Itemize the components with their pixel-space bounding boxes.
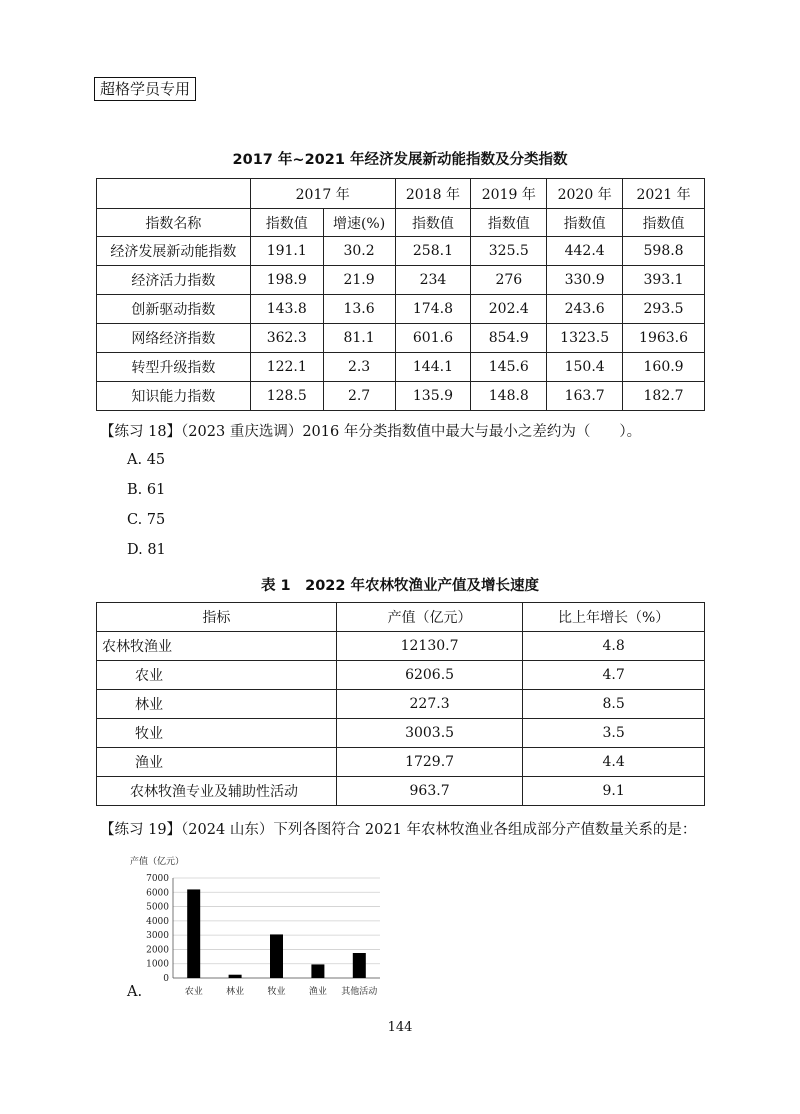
table-cell: 160.9 [623, 353, 705, 382]
table-cell: 854.9 [471, 324, 547, 353]
table-cell: 234 [395, 266, 471, 295]
column-header: 增速(%) [323, 209, 395, 237]
column-header: 指数值 [250, 209, 323, 237]
header-tag: 超格学员专用 [94, 77, 196, 101]
year-header: 2021 年 [623, 179, 705, 209]
x-tick-label: 渔业 [308, 987, 327, 997]
table-row [97, 382, 705, 411]
table-cell: 601.6 [395, 324, 471, 353]
table-row [97, 777, 705, 806]
row-label: 农林牧渔专业及辅助性活动 [97, 777, 337, 806]
table-cell: 276 [471, 266, 547, 295]
table-cell: 174.8 [395, 295, 471, 324]
table-cell: 963.7 [336, 777, 523, 806]
table-cell: 4.7 [523, 661, 705, 690]
table-cell: 227.3 [336, 690, 523, 719]
table-cell: 148.8 [471, 382, 547, 411]
table1-title: 2017 年~2021 年经济发展新动能指数及分类指数 [232, 152, 568, 168]
row-label: 农业 [97, 661, 337, 690]
table-cell: 4.8 [523, 632, 705, 661]
table-cell: 163.7 [547, 382, 623, 411]
column-header: 产值（亿元） [336, 603, 523, 632]
bar-5 [353, 953, 366, 978]
table-cell: 2.7 [323, 382, 395, 411]
year-header: 2020 年 [547, 179, 623, 209]
row-label: 渔业 [97, 748, 337, 777]
table-cell: 182.7 [623, 382, 705, 411]
table-cell: 144.1 [395, 353, 471, 382]
table-cell: 145.6 [471, 353, 547, 382]
table-row [97, 690, 705, 719]
table-row [97, 632, 705, 661]
table-cell: 12130.7 [336, 632, 523, 661]
table-cell: 325.5 [471, 237, 547, 266]
row-label: 林业 [97, 690, 337, 719]
bar-2 [229, 975, 242, 978]
row-label: 网络经济指数 [97, 324, 251, 353]
row-label: 知识能力指数 [97, 382, 251, 411]
table-cell: 191.1 [250, 237, 323, 266]
bar-3 [270, 934, 283, 978]
year-header: 2019 年 [471, 179, 547, 209]
row-label: 农林牧渔业 [97, 632, 337, 661]
table-cell: 9.1 [523, 777, 705, 806]
y-tick-label: 2000 [146, 945, 169, 956]
table-cell: 598.8 [623, 237, 705, 266]
table-cell: 3.5 [523, 719, 705, 748]
table-cell: 330.9 [547, 266, 623, 295]
table-row [97, 324, 705, 353]
x-tick-label: 其他活动 [341, 987, 378, 997]
table-row [97, 661, 705, 690]
column-header: 指标 [97, 603, 337, 632]
column-header: 指数值 [395, 209, 471, 237]
y-tick-label: 5000 [146, 902, 169, 913]
table-cell: 8.5 [523, 690, 705, 719]
row-label: 经济活力指数 [97, 266, 251, 295]
table-row [97, 353, 705, 382]
table-row [97, 603, 705, 632]
table-cell: 21.9 [323, 266, 395, 295]
x-tick-label: 林业 [226, 987, 245, 997]
table-cell: 30.2 [323, 237, 395, 266]
table-row [97, 179, 705, 209]
index-table [96, 178, 705, 411]
table-cell: 362.3 [250, 324, 323, 353]
table-cell: 2.3 [323, 353, 395, 382]
y-tick-label: 0 [163, 974, 169, 984]
table-cell [97, 179, 251, 209]
table-cell: 4.4 [523, 748, 705, 777]
year-header: 2018 年 [395, 179, 471, 209]
table-row [97, 237, 705, 266]
table-row [97, 719, 705, 748]
table-cell: 243.6 [547, 295, 623, 324]
y-tick-label: 4000 [146, 916, 169, 927]
option-c[interactable]: C. 75 [127, 512, 166, 528]
table-cell: 1963.6 [623, 324, 705, 353]
option-b[interactable]: B. 61 [127, 482, 166, 498]
bar-4 [311, 964, 324, 978]
y-tick-label: 3000 [146, 931, 169, 942]
table-cell: 150.4 [547, 353, 623, 382]
column-header: 指数值 [471, 209, 547, 237]
table-cell: 81.1 [323, 324, 395, 353]
table-cell: 202.4 [471, 295, 547, 324]
table2-title: 表 1 2022 年农林牧渔业产值及增长速度 [260, 578, 540, 594]
table-cell: 393.1 [623, 266, 705, 295]
table-cell: 258.1 [395, 237, 471, 266]
table-cell: 198.9 [250, 266, 323, 295]
output-table [96, 602, 705, 806]
column-header: 指数值 [547, 209, 623, 237]
question-18: 【练习 18】（2023 重庆选调）2016 年分类指数值中最大与最小之差约为（ ）。 [100, 424, 642, 440]
table-cell: 442.4 [547, 237, 623, 266]
y-axis-label: 产值（亿元） [130, 857, 185, 867]
row-label: 创新驱动指数 [97, 295, 251, 324]
table-cell: 122.1 [250, 353, 323, 382]
table-cell: 1323.5 [547, 324, 623, 353]
table-cell: 13.6 [323, 295, 395, 324]
column-header: 指数名称 [97, 209, 251, 237]
y-tick-label: 6000 [146, 888, 169, 899]
table-cell: 1729.7 [336, 748, 523, 777]
row-label: 牧业 [97, 719, 337, 748]
table-cell: 143.8 [250, 295, 323, 324]
table-cell: 6206.5 [336, 661, 523, 690]
table-cell: 128.5 [250, 382, 323, 411]
page-number: 144 [387, 1020, 413, 1035]
option-a[interactable]: A. 45 [127, 452, 166, 468]
table-cell: 135.9 [395, 382, 471, 411]
column-header: 比上年增长（%） [523, 603, 705, 632]
x-tick-label: 牧业 [267, 987, 286, 997]
year-header: 2017 年 [250, 179, 395, 209]
question-19: 【练习 19】（2024 山东）下列各图符合 2021 年农林牧渔业各组成部分产值数量关系的是： [100, 822, 697, 838]
row-label: 经济发展新动能指数 [97, 237, 251, 266]
table-cell: 3003.5 [336, 719, 523, 748]
y-tick-label: 7000 [146, 874, 169, 884]
column-header: 指数值 [623, 209, 705, 237]
bar-chart [118, 852, 388, 1002]
table-row [97, 295, 705, 324]
table-cell: 293.5 [623, 295, 705, 324]
table-row [97, 209, 705, 237]
bar-1 [187, 889, 200, 978]
row-label: 转型升级指数 [97, 353, 251, 382]
option-d[interactable]: D. 81 [127, 542, 166, 558]
table-row [97, 266, 705, 295]
x-tick-label: 农业 [184, 987, 203, 997]
y-tick-label: 1000 [146, 959, 169, 970]
option-a-label[interactable]: A. [127, 984, 143, 1000]
table-row [97, 748, 705, 777]
